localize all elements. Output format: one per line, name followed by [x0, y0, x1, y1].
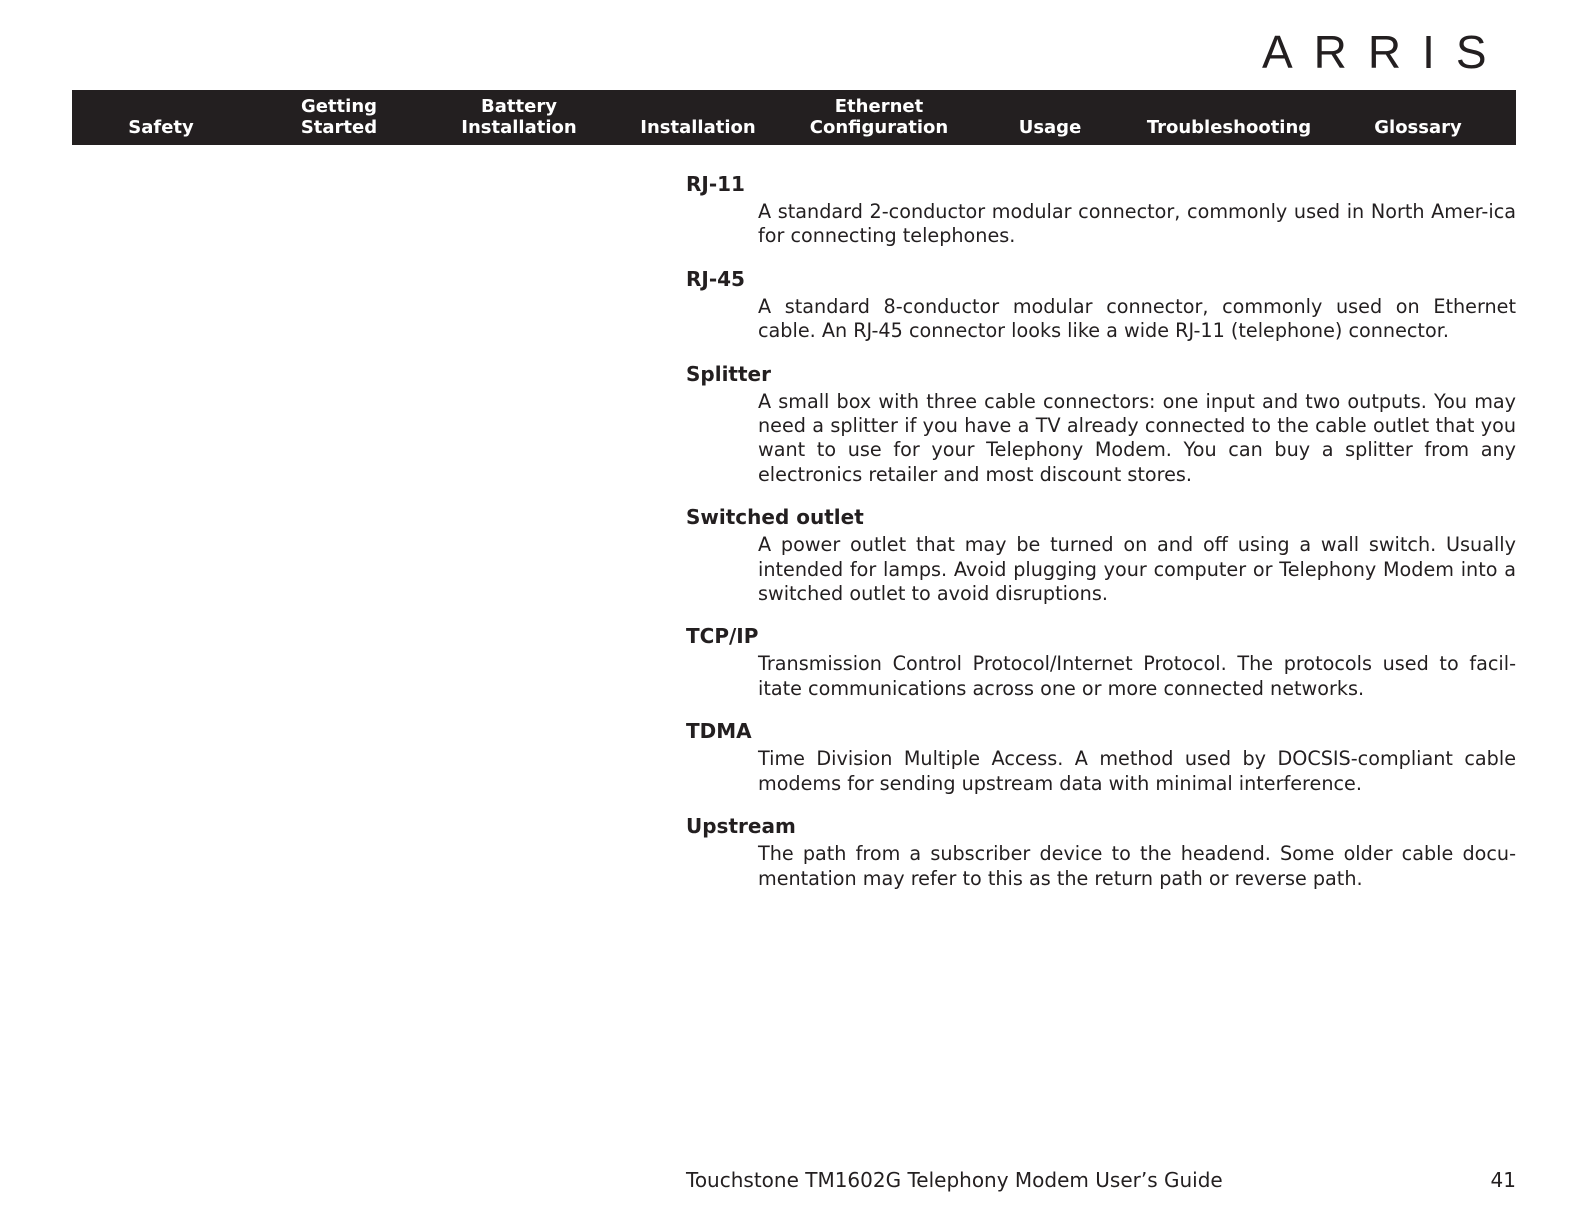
- footer-document-title: Touchstone TM1602G Telephony Modem User’s Guide: [686, 1168, 1223, 1192]
- glossary-entry: [686, 814, 1516, 891]
- glossary-term: RJ-45: [686, 266, 745, 291]
- glossary-entry: [686, 362, 1516, 488]
- nav-tab-ethernet-configuration[interactable]: Ethernet Configuration: [809, 96, 949, 138]
- nav-tab-installation[interactable]: Installation: [640, 117, 756, 138]
- glossary-term: RJ-11: [686, 172, 745, 196]
- arris-logo-text: ARRIS: [1262, 28, 1508, 76]
- nav-tab-getting-started[interactable]: Getting Started: [300, 96, 378, 138]
- glossary-content: [686, 172, 1516, 909]
- glossary-definition: A small box with three cable connectors: one input and two outputs. You may need a splitter if you have a TV already connected to the cable outlet that you want to use for your Telephony Modem. You can buy a splitter from any electronics retailer and most discount stores.: [758, 389, 1516, 486]
- nav-tab-battery-installation[interactable]: Battery Installation: [461, 96, 577, 138]
- glossary-term: Splitter: [686, 361, 771, 386]
- nav-tab-usage[interactable]: Usage: [1018, 117, 1082, 138]
- nav-tab-glossary[interactable]: Glossary: [1374, 117, 1462, 138]
- arris-logo: [1262, 28, 1514, 76]
- glossary-definition: The path from a subscriber device to the headend. Some older cable docu-mentation may refer to this as the return path or reverse path.: [758, 842, 1516, 890]
- glossary-definition: Transmission Control Protocol/Internet Protocol. The protocols used to facil-itate communications across one or more connected networks.: [758, 652, 1516, 700]
- footer-page-number: 41: [1490, 1168, 1516, 1192]
- glossary-entry: [686, 505, 1516, 606]
- glossary-term: TDMA: [686, 719, 752, 744]
- glossary-definition: A standard 8-conductor modular connector, commonly used on Ethernet cable. An RJ-45 connector looks like a wide RJ-11 (telephone) connector.: [758, 294, 1516, 343]
- nav-tab-safety[interactable]: Safety: [128, 117, 194, 138]
- glossary-term: TCP/IP: [686, 624, 759, 649]
- arris-logo-mark: [1262, 28, 1514, 76]
- glossary-definition: A standard 2-conductor modular connector, commonly used in North Amer-ica for connecting telephones.: [758, 200, 1516, 248]
- glossary-entry: [686, 172, 1516, 249]
- glossary-term: Upstream: [686, 814, 796, 839]
- glossary-entry: [686, 624, 1516, 701]
- section-nav-bar: [72, 90, 1516, 145]
- glossary-entry: [686, 719, 1516, 796]
- nav-tab-troubleshooting[interactable]: Troubleshooting: [1146, 117, 1312, 138]
- glossary-definition: Time Division Multiple Access. A method used by DOCSIS-compliant cable modems for sending upstream data with minimal interference.: [758, 747, 1516, 795]
- glossary-entry: [686, 267, 1516, 344]
- glossary-definition: A power outlet that may be turned on and off using a wall switch. Usually intended for lamps. Avoid plugging your computer or Telephony Modem into a switched outlet to avoid disruptions.: [758, 533, 1516, 606]
- glossary-term: Switched outlet: [686, 505, 864, 530]
